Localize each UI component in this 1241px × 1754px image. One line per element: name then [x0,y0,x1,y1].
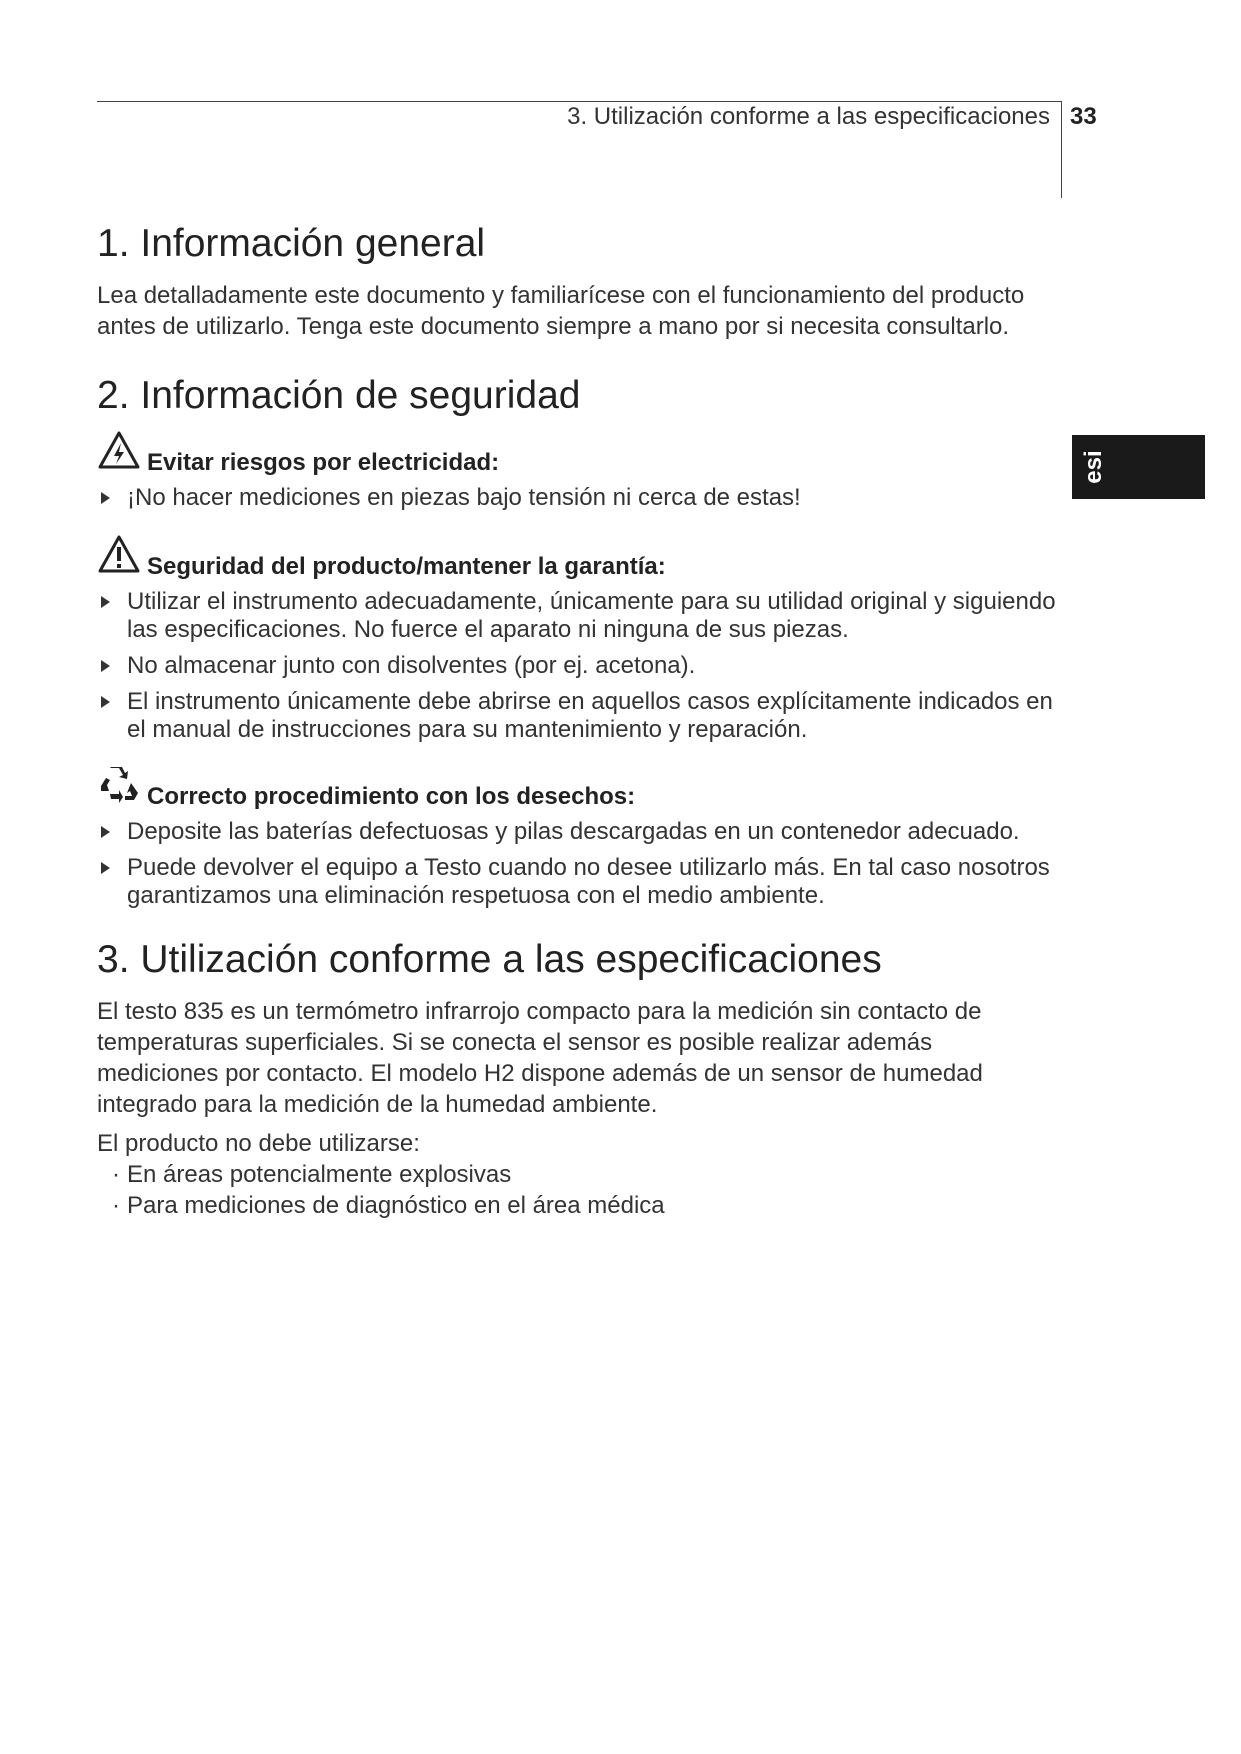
page-content [97,220,1057,1221]
triangle-bullet-icon [101,660,110,672]
subhead-electric [97,430,1057,478]
section-heading-intended-use: 3. Utilización conforme a las especificaciones [97,938,882,981]
subhead-disposal-title: Correcto procedimiento con los desechos: [147,783,636,810]
triangle-bullet-icon [101,826,110,838]
header-vertical-rule [1061,101,1062,198]
subhead-product [97,534,1057,582]
dot-bullet-icon: · [112,1192,120,1219]
triangle-bullet-icon [101,696,110,708]
running-header: 3. Utilización conforme a las especificaciones [567,103,1050,130]
warning-icon [97,534,141,582]
list-item: Utilizar el instrumento adecuadamente, únicamente para su utilidad original y siguiendo las especificaciones. No fuerce el aparato ni ninguna de sus piezas. [97,588,1057,644]
triangle-bullet-icon [101,862,110,874]
list-item: El instrumento únicamente debe abrirse en aquellos casos explícitamente indicados en el manual de instrucciones para su mantenimiento y reparación. [97,688,1057,744]
list-item: No almacenar junto con disolventes (por ej. acetona). [97,652,1057,680]
list-item: · Para mediciones de diagnóstico en el área médica [112,1192,665,1219]
electric-list [97,484,1057,512]
section-heading-safety: 2. Información de seguridad [97,374,581,417]
not-use-intro: El producto no debe utilizarse: [97,1130,420,1157]
section-heading-general: 1. Información general [97,222,486,265]
general-paragraph: Lea detalladamente este documento y familiarícese con el funcionamiento del producto antes de utilizarlo. Tenga este documento siempre a mano por si necesita consultarlo. [97,282,1025,340]
product-list [97,588,1057,744]
disposal-list [97,818,1057,910]
intended-use-paragraph: El testo 835 es un termómetro infrarrojo compacto para la medición sin contacto de temperaturas superficiales. Si se conecta el sensor es posible realizar además mediciones por contacto. El modelo H2 dispone además de un sensor de humedad integrado para la medición de la humedad ambiente. [97,998,983,1118]
triangle-bullet-icon [101,492,110,504]
electric-warning-icon [97,430,141,478]
subhead-electric-title: Evitar riesgos por electricidad: [147,449,500,476]
dot-bullet-icon: · [112,1161,120,1188]
triangle-bullet-icon [101,596,110,608]
not-use-list [97,1159,1057,1221]
language-tab-label: esi [1080,450,1107,484]
subhead-product-title: Seguridad del producto/mantener la garantía: [147,553,666,580]
recycle-icon [97,764,141,812]
language-tab [1072,435,1205,499]
list-item: Puede devolver el equipo a Testo cuando no desee utilizarlo más. En tal caso nosotros garantizamos una eliminación respetuosa con el medio ambiente. [97,854,1057,910]
list-item: Deposite las baterías defectuosas y pilas descargadas en un contenedor adecuado. [97,818,1057,846]
list-item: · En áreas potencialmente explosivas [112,1161,512,1188]
list-item: ¡No hacer mediciones en piezas bajo tensión ni cerca de estas! [97,484,1057,512]
page-number: 33 [1070,103,1097,130]
subhead-disposal [97,764,1057,812]
header-rule [97,101,1061,102]
